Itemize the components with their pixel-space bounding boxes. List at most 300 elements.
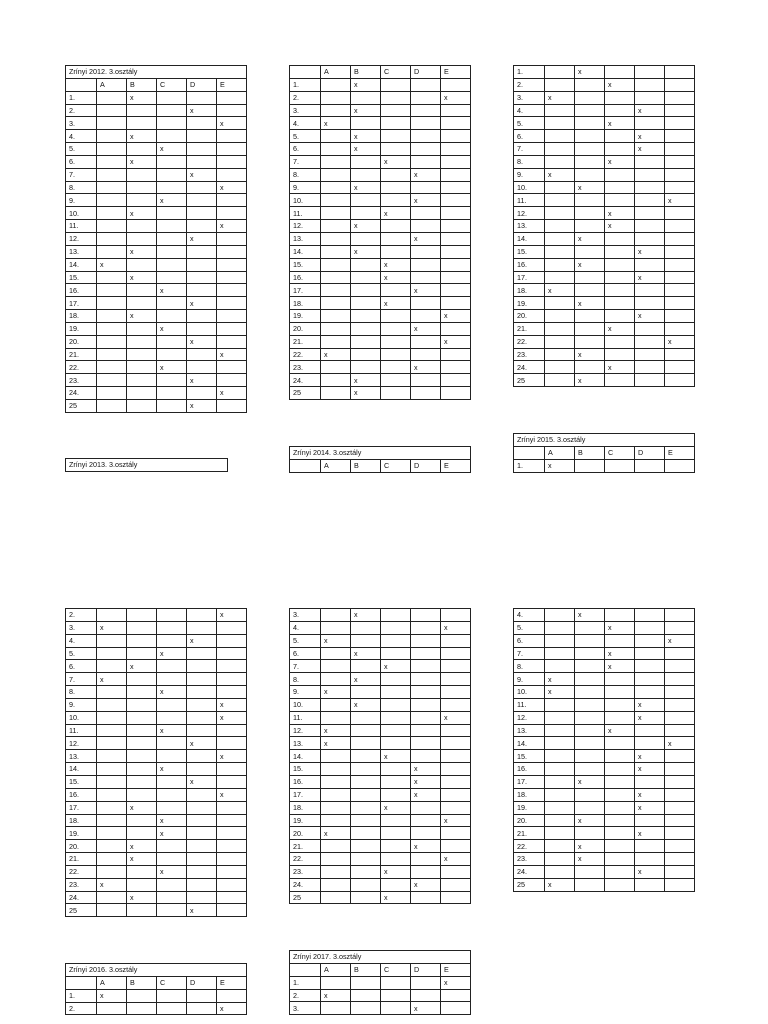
answer-cell: x — [157, 827, 187, 840]
table-row — [514, 335, 695, 348]
answer-cell — [635, 361, 665, 374]
answer-cell — [97, 348, 127, 361]
question-number-cell: 18. — [66, 814, 97, 827]
question-number-cell: 21. — [290, 335, 321, 348]
answer-cell: x — [545, 459, 575, 472]
question-number-cell: 22. — [290, 853, 321, 866]
answer-cell — [665, 284, 695, 297]
table-title: Zrínyi 2016. 3.osztály — [66, 964, 247, 977]
answer-cell — [157, 904, 187, 917]
answer-cell — [605, 711, 635, 724]
table-row — [66, 258, 247, 271]
answer-cell — [411, 801, 441, 814]
answer-cell — [441, 130, 471, 143]
question-number-cell: 20. — [514, 310, 545, 323]
question-number-cell: 22. — [514, 840, 545, 853]
table-row — [66, 207, 247, 220]
answer-cell — [217, 660, 247, 673]
answer-cell — [665, 155, 695, 168]
question-number-cell: 25 — [66, 904, 97, 917]
answer-cell — [127, 750, 157, 763]
table-row — [66, 660, 247, 673]
answer-cell: x — [157, 647, 187, 660]
question-number-cell: 17. — [290, 284, 321, 297]
header-option-cell: E — [217, 78, 247, 91]
answer-cell — [441, 117, 471, 130]
answer-cell — [217, 194, 247, 207]
answer-cell: x — [381, 660, 411, 673]
table-row — [66, 801, 247, 814]
answer-cell — [381, 130, 411, 143]
table-row — [66, 989, 247, 1002]
answer-cell: x — [575, 853, 605, 866]
answer-cell — [575, 91, 605, 104]
header-option-cell: B — [351, 963, 381, 976]
question-number-cell: 11. — [290, 711, 321, 724]
question-number-cell: 10. — [290, 698, 321, 711]
answer-cell — [605, 737, 635, 750]
table-row — [514, 763, 695, 776]
question-number-cell: 11. — [290, 207, 321, 220]
header-corner-cell — [290, 66, 321, 79]
answer-cell — [351, 297, 381, 310]
answer-cell — [605, 814, 635, 827]
answer-cell — [381, 647, 411, 660]
answer-cell — [575, 865, 605, 878]
answer-cell — [575, 335, 605, 348]
answer-cell — [441, 660, 471, 673]
table-row — [514, 673, 695, 686]
answer-cell — [157, 609, 187, 622]
answer-cell: x — [441, 853, 471, 866]
table-row — [290, 310, 471, 323]
table-row — [66, 904, 247, 917]
table-row — [514, 609, 695, 622]
answer-cell: x — [217, 181, 247, 194]
answer-cell — [441, 750, 471, 763]
answer-cell: x — [217, 220, 247, 233]
answer-cell — [665, 258, 695, 271]
answer-cell — [441, 207, 471, 220]
answer-cell — [97, 91, 127, 104]
table-row — [290, 814, 471, 827]
answer-cell — [97, 737, 127, 750]
question-number-cell: 24. — [514, 865, 545, 878]
answer-cell — [217, 271, 247, 284]
answer-cell — [351, 814, 381, 827]
answer-cell — [635, 220, 665, 233]
answer-cell — [665, 801, 695, 814]
answer-cell — [187, 865, 217, 878]
table-row — [290, 155, 471, 168]
answer-cell — [187, 621, 217, 634]
table-header-row — [290, 66, 471, 79]
answer-cell: x — [635, 130, 665, 143]
answer-cell — [127, 194, 157, 207]
table-title: Zrínyi 2013. 3.osztály — [66, 459, 228, 472]
question-number-cell: 20. — [66, 335, 97, 348]
answer-cell — [321, 698, 351, 711]
answer-cell: x — [605, 621, 635, 634]
table-row — [290, 724, 471, 737]
table-row — [290, 297, 471, 310]
answer-cell: x — [381, 207, 411, 220]
question-number-cell: 4. — [290, 621, 321, 634]
answer-cell: x — [575, 258, 605, 271]
answer-cell — [441, 634, 471, 647]
answer-cell — [217, 814, 247, 827]
answer-cell — [321, 865, 351, 878]
answer-cell — [157, 891, 187, 904]
table-row — [290, 865, 471, 878]
answer-cell: x — [575, 297, 605, 310]
answer-cell — [605, 840, 635, 853]
table-row — [66, 387, 247, 400]
answer-cell — [321, 104, 351, 117]
answer-cell — [545, 750, 575, 763]
table-row — [66, 878, 247, 891]
question-number-cell: 17. — [290, 788, 321, 801]
header-option-cell: B — [127, 976, 157, 989]
answer-cell — [351, 750, 381, 763]
table-row — [514, 698, 695, 711]
question-number-cell: 13. — [66, 750, 97, 763]
question-number-cell: 21. — [514, 322, 545, 335]
answer-cell — [381, 621, 411, 634]
answer-cell — [605, 168, 635, 181]
answer-cell — [545, 660, 575, 673]
answer-cell — [351, 634, 381, 647]
answer-cell — [441, 737, 471, 750]
question-number-cell: 1. — [514, 459, 545, 472]
answer-cell — [381, 310, 411, 323]
answer-cell: x — [351, 387, 381, 400]
answer-cell — [321, 840, 351, 853]
answer-cell — [321, 207, 351, 220]
answer-cell — [665, 91, 695, 104]
answer-cell — [217, 284, 247, 297]
answer-cell: x — [605, 117, 635, 130]
table-row — [514, 258, 695, 271]
answer-cell — [605, 750, 635, 763]
question-number-cell: 2. — [66, 1002, 97, 1015]
answer-cell — [665, 310, 695, 323]
answer-cell: x — [575, 181, 605, 194]
answer-cell — [187, 143, 217, 156]
answer-cell — [351, 207, 381, 220]
answer-cell — [97, 322, 127, 335]
table-title-row — [66, 66, 247, 79]
answer-cell — [381, 78, 411, 91]
answer-cell: x — [351, 245, 381, 258]
table-row — [66, 297, 247, 310]
answer-cell: x — [217, 711, 247, 724]
answer-cell — [127, 258, 157, 271]
answer-cell: x — [545, 168, 575, 181]
answer-cell — [665, 660, 695, 673]
answer-cell — [97, 814, 127, 827]
table-row — [66, 827, 247, 840]
answer-cell — [411, 853, 441, 866]
answer-cell — [665, 361, 695, 374]
table-header-row — [290, 963, 471, 976]
answer-cell — [351, 686, 381, 699]
answer-cell: x — [321, 348, 351, 361]
answer-cell — [97, 245, 127, 258]
answer-cell — [545, 155, 575, 168]
answer-cell — [351, 976, 381, 989]
header-option-cell: C — [605, 446, 635, 459]
answer-cell: x — [575, 609, 605, 622]
question-number-cell: 17. — [514, 775, 545, 788]
answer-cell — [187, 788, 217, 801]
answer-cell — [187, 387, 217, 400]
answer-cell — [441, 271, 471, 284]
answer-cell: x — [157, 361, 187, 374]
answer-cell — [321, 763, 351, 776]
answer-cell — [157, 104, 187, 117]
answer-cell — [127, 621, 157, 634]
table-row — [290, 271, 471, 284]
table-row — [66, 181, 247, 194]
table-row — [290, 853, 471, 866]
answer-cell — [127, 634, 157, 647]
answer-cell: x — [605, 322, 635, 335]
answer-cell — [97, 891, 127, 904]
table-row — [66, 647, 247, 660]
header-option-cell: B — [575, 446, 605, 459]
answer-cell — [321, 143, 351, 156]
answer-cell — [441, 104, 471, 117]
answer-cell: x — [605, 660, 635, 673]
answer-cell — [665, 271, 695, 284]
table-row — [514, 459, 695, 472]
question-number-cell: 6. — [290, 647, 321, 660]
answer-cell — [545, 609, 575, 622]
answer-cell — [411, 750, 441, 763]
answer-cell — [187, 989, 217, 1002]
question-number-cell: 15. — [514, 245, 545, 258]
answer-cell: x — [351, 647, 381, 660]
answer-cell — [605, 801, 635, 814]
answer-cell — [351, 348, 381, 361]
answer-cell — [635, 258, 665, 271]
question-number-cell: 6. — [66, 155, 97, 168]
question-number-cell: 11. — [66, 724, 97, 737]
answer-cell — [321, 853, 351, 866]
answer-cell — [605, 775, 635, 788]
answer-cell — [217, 763, 247, 776]
answer-cell — [411, 91, 441, 104]
answer-cell — [127, 104, 157, 117]
question-number-cell: 24. — [66, 387, 97, 400]
table-row — [514, 878, 695, 891]
answer-table-2012 — [65, 65, 247, 413]
answer-cell — [411, 271, 441, 284]
answer-cell — [351, 284, 381, 297]
question-number-cell: 15. — [66, 775, 97, 788]
answer-cell — [157, 91, 187, 104]
answer-cell — [575, 724, 605, 737]
answer-cell — [575, 207, 605, 220]
answer-cell — [545, 348, 575, 361]
answer-cell — [545, 634, 575, 647]
answer-cell — [127, 284, 157, 297]
answer-cell — [575, 686, 605, 699]
answer-cell — [187, 348, 217, 361]
table-row — [514, 737, 695, 750]
table-row — [290, 647, 471, 660]
answer-cell — [441, 865, 471, 878]
answer-cell: x — [381, 258, 411, 271]
answer-cell — [411, 117, 441, 130]
answer-cell: x — [187, 232, 217, 245]
answer-cell — [665, 814, 695, 827]
answer-cell — [575, 763, 605, 776]
answer-cell — [635, 634, 665, 647]
answer-cell — [217, 686, 247, 699]
question-number-cell: 19. — [514, 297, 545, 310]
table-row — [290, 130, 471, 143]
table-row — [514, 686, 695, 699]
answer-cell — [97, 634, 127, 647]
header-corner-cell — [66, 976, 97, 989]
answer-cell — [321, 660, 351, 673]
question-number-cell: 6. — [66, 660, 97, 673]
answer-cell — [97, 698, 127, 711]
header-option-cell: A — [97, 976, 127, 989]
answer-cell — [217, 168, 247, 181]
answer-cell — [665, 827, 695, 840]
answer-cell — [381, 181, 411, 194]
answer-cell: x — [157, 194, 187, 207]
answer-cell — [545, 737, 575, 750]
answer-cell — [97, 374, 127, 387]
question-number-cell: 22. — [514, 335, 545, 348]
answer-cell — [217, 310, 247, 323]
answer-cell — [97, 1002, 127, 1015]
answer-cell — [351, 853, 381, 866]
answer-cell — [217, 322, 247, 335]
answer-cell — [665, 673, 695, 686]
answer-cell — [665, 207, 695, 220]
answer-cell: x — [127, 853, 157, 866]
question-number-cell: 12. — [290, 724, 321, 737]
answer-table-2012-continued — [289, 65, 471, 400]
answer-cell — [187, 609, 217, 622]
question-number-cell: 6. — [290, 143, 321, 156]
answer-cell — [217, 827, 247, 840]
answer-cell — [351, 194, 381, 207]
answer-cell — [545, 245, 575, 258]
answer-cell: x — [635, 104, 665, 117]
answer-cell: x — [381, 750, 411, 763]
question-number-cell: 2. — [66, 609, 97, 622]
answer-cell — [97, 297, 127, 310]
answer-cell — [157, 840, 187, 853]
answer-cell: x — [441, 310, 471, 323]
answer-cell — [545, 814, 575, 827]
answer-cell — [127, 814, 157, 827]
question-number-cell: 20. — [290, 322, 321, 335]
answer-cell — [411, 891, 441, 904]
answer-cell — [605, 634, 635, 647]
answer-cell — [381, 609, 411, 622]
table-row — [66, 750, 247, 763]
answer-cell — [381, 989, 411, 1002]
answer-cell: x — [217, 698, 247, 711]
table-row — [290, 207, 471, 220]
question-number-cell: 14. — [66, 763, 97, 776]
answer-cell — [97, 181, 127, 194]
answer-cell — [575, 117, 605, 130]
answer-cell: x — [545, 284, 575, 297]
question-number-cell: 17. — [514, 271, 545, 284]
answer-cell — [545, 258, 575, 271]
answer-cell — [321, 258, 351, 271]
question-number-cell: 8. — [514, 155, 545, 168]
answer-cell — [635, 66, 665, 79]
answer-cell — [321, 245, 351, 258]
question-number-cell: 10. — [66, 207, 97, 220]
answer-cell — [575, 737, 605, 750]
answer-cell: x — [411, 322, 441, 335]
table-row — [514, 78, 695, 91]
answer-cell: x — [127, 891, 157, 904]
answer-cell — [381, 143, 411, 156]
question-number-cell: 13. — [514, 220, 545, 233]
answer-cell — [441, 827, 471, 840]
answer-cell — [321, 788, 351, 801]
answer-cell — [665, 374, 695, 387]
answer-cell — [351, 827, 381, 840]
answer-cell — [351, 232, 381, 245]
answer-cell: x — [351, 698, 381, 711]
answer-cell — [217, 724, 247, 737]
answer-cell — [187, 181, 217, 194]
answer-cell — [351, 168, 381, 181]
answer-cell — [321, 297, 351, 310]
question-number-cell: 15. — [290, 763, 321, 776]
answer-cell — [321, 335, 351, 348]
answer-cell — [381, 91, 411, 104]
answer-cell — [381, 686, 411, 699]
table-row — [290, 387, 471, 400]
question-number-cell: 5. — [290, 634, 321, 647]
answer-cell — [217, 104, 247, 117]
answer-cell — [545, 724, 575, 737]
table-row — [66, 335, 247, 348]
answer-cell: x — [351, 104, 381, 117]
answer-cell — [411, 827, 441, 840]
header-option-cell: C — [381, 459, 411, 472]
answer-cell — [97, 763, 127, 776]
answer-cell — [411, 155, 441, 168]
question-number-cell: 4. — [514, 104, 545, 117]
answer-cell — [665, 322, 695, 335]
question-number-cell: 11. — [514, 698, 545, 711]
answer-cell — [187, 322, 217, 335]
answer-cell — [381, 634, 411, 647]
answer-cell — [351, 775, 381, 788]
answer-cell — [605, 686, 635, 699]
table-row — [66, 194, 247, 207]
answer-cell — [411, 647, 441, 660]
answer-cell: x — [321, 989, 351, 1002]
answer-cell — [575, 878, 605, 891]
question-number-cell: 11. — [514, 194, 545, 207]
answer-cell: x — [411, 840, 441, 853]
